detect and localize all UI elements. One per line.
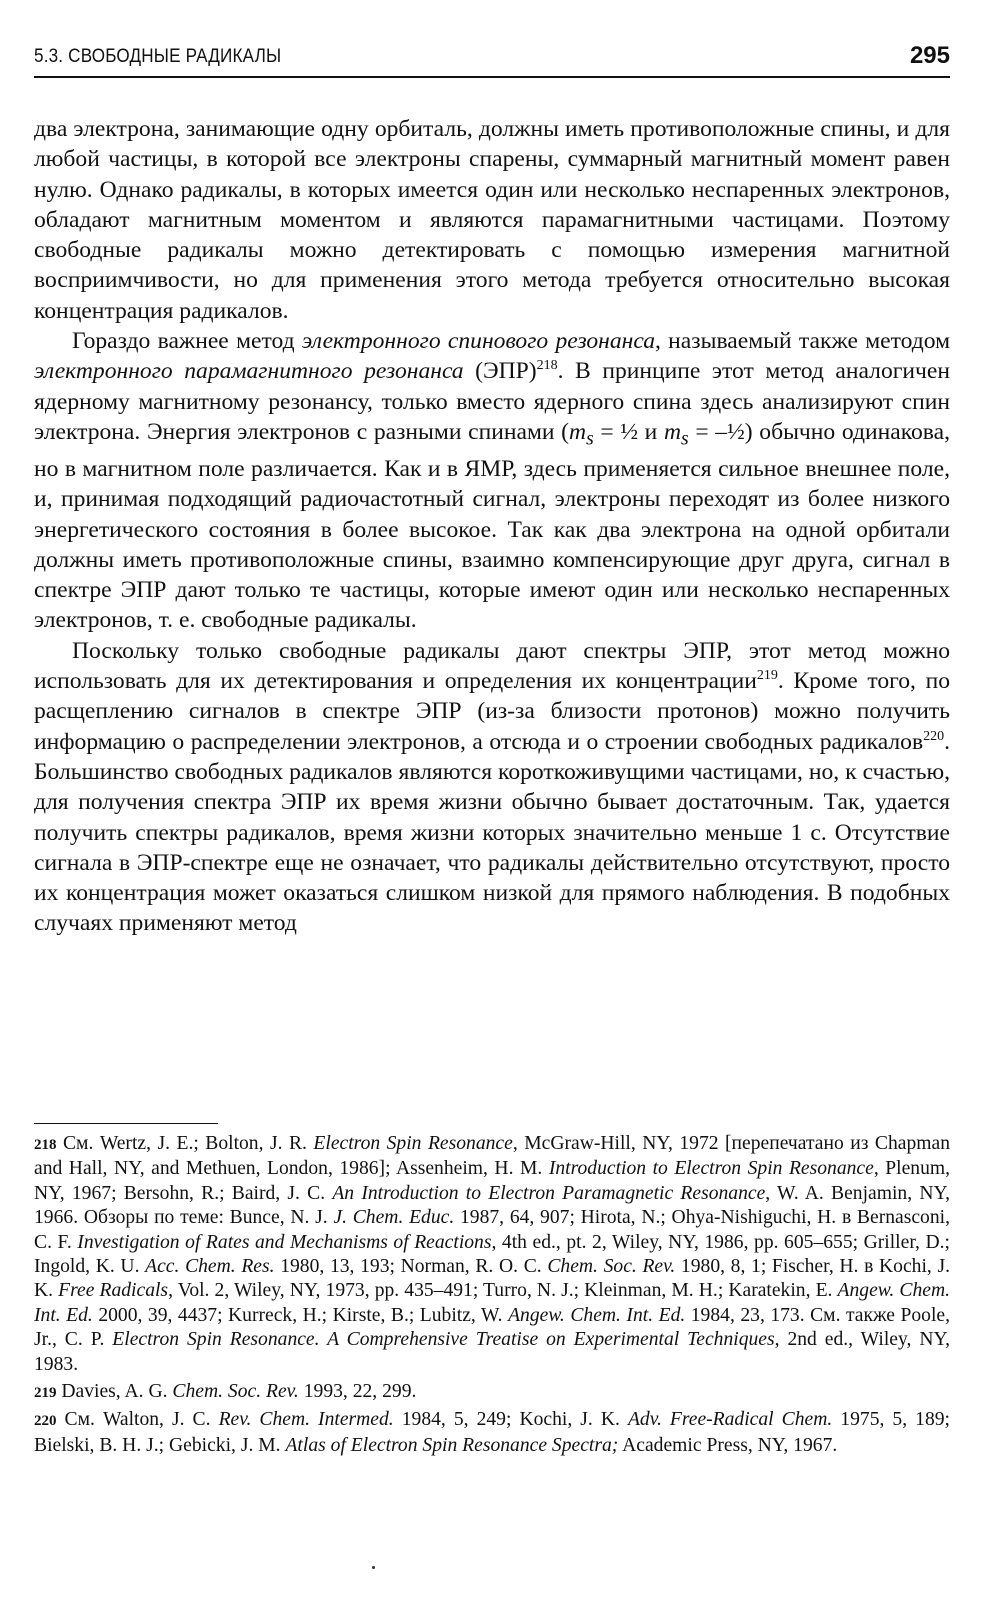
footnote-separator — [34, 1123, 218, 1124]
text-run: = –½) обычно одинакова, но в магнитном поле различается. Как и в ЯМР, здесь применяется сильное внешнее поле, и, принимая подходящий радиочастотный сигнал, электроны переходят из более низкого энергетического состояния в более высокое. Так как два электрона на одной орбитали должны иметь противоположные спины, взаимно компенсирующие друг друга, сигнал в спектре ЭПР дают только те частицы, которые имеют один или несколько неспаренных электронов, т. е. свободные радикалы. — [34, 418, 950, 634]
text-run: , Vol. 2, Wiley, NY, 1973, pp. 435–491; Turro, N. J.; Kleinman, M. H.; Karatekin, E. — [168, 1280, 838, 1302]
text-run: , Plenum, NY, 1967; Bersohn, R.; Baird, J. C. — [34, 1158, 951, 1204]
journal-name: Adv. Free-Radical Chem. — [627, 1409, 833, 1431]
citation-title: Electron Spin Resonance — [313, 1133, 513, 1154]
text-run: Гораздо важнее метод — [72, 328, 302, 355]
journal-name: Acc. Chem. Res. — [145, 1256, 275, 1278]
citation-title: Atlas of Electron Spin Resonance Spectra; — [285, 1434, 619, 1456]
scan-speck — [372, 1566, 375, 1569]
emphasis: электронного парамагнитного резонанса — [34, 358, 464, 385]
text-run: . Большинство свободных радикалов являются короткоживущими частицами, но, к счастью, для получения спектра ЭПР их время жизни обычно бывает достаточным. Так, удается получить спектры радикалов, время жизни которых значительно меньше 1 с. Отсутствие сигнала в ЭПР-спектре еще не означает, что радикалы действительно отсутствуют, просто их концентрация может оказаться слишком низкой для прямого наблюдения. В подобных случаях применяют метод — [34, 728, 950, 937]
footnote-220 — [34, 1408, 950, 1458]
journal-name: Chem. Soc. Rev. — [172, 1381, 299, 1403]
citation-title: Investigation of Rates and Mechanisms of Reactions — [77, 1231, 492, 1253]
text-run: 2000, 39, 4437; Kurreck, H.; Kirste, B.; Lubitz, W. — [92, 1304, 509, 1326]
footnote-218 — [34, 1132, 950, 1377]
footnote-219 — [34, 1380, 950, 1405]
citation-title: An Introduction to Electron Paramagnetic Resonance — [332, 1182, 766, 1204]
footnote-ref[interactable]: 220 — [923, 728, 945, 744]
citation-title: Electron Spin Resonance. A Comprehensive Treatise on Experimental Techniques — [112, 1329, 775, 1351]
text-run: , W. A. Benjamin, NY, 1966. Обзоры по теме: Bunce, N. J. — [34, 1182, 950, 1229]
paragraph — [34, 326, 950, 636]
text-run: 1984, 5, 249; Kochi, J. K. — [393, 1409, 628, 1431]
text-run: См. Wertz, J. E.; Bolton, J. R. — [56, 1133, 314, 1154]
text-run: 1984, 23, 173. См. также Poole, Jr., C. P. — [34, 1304, 950, 1351]
text-run: 1993, 22, 299. — [298, 1381, 417, 1403]
page-number: 295 — [909, 42, 950, 69]
section-title: 5.3. СВОБОДНЫЕ РАДИКАЛЫ — [34, 46, 282, 67]
text-run: , McGraw-Hill, NY, 1972 [перепечатано из Chapman and Hall, NY, and Methuen, London, 1986]; Assenheim, H. M. — [34, 1133, 951, 1180]
text-run: См. Walton, J. C. — [56, 1409, 219, 1431]
footnote-ref[interactable]: 219 — [756, 668, 778, 684]
math-var: m — [569, 418, 587, 445]
footnote-number: 220 — [34, 1413, 57, 1430]
text-run: 1975, 5, 189; Bielski, B. H. J.; Gebicki, J. M. — [34, 1409, 950, 1456]
citation-title: Introduction to Electron Spin Resonance — [548, 1158, 874, 1180]
citation-title: Free Radicals — [58, 1280, 169, 1302]
text-run: 1980, 13, 193; Norman, R. O. C. — [274, 1256, 548, 1278]
math-var: m — [663, 418, 682, 445]
text-run: два электрона, занимающие одну орбиталь, должны иметь противоположные спины, и для любой частицы, в которой все электроны спарены, суммарный магнитный момент равен нулю. Однако радикалы, в которых имеется один или несколько неспаренных электронов, обладают магнитным моментом и являются парамагнитными частицами. Поэтому свободные радикалы можно детектировать с помощью измерения магнитной восприимчивости, но для применения этого метода требуется относительно высокая концентрация радикалов. — [34, 116, 950, 324]
text-run: 1987, 64, 907; Hirota, N.; Ohya-Nishiguchi, H. в Bernasconi, C. F. — [34, 1207, 950, 1253]
journal-name: Rev. Chem. Intermed. — [218, 1409, 394, 1431]
text-run: (ЭПР) — [463, 358, 537, 385]
paragraph — [34, 636, 950, 939]
journal-name: J. Chem. Educ. — [333, 1207, 455, 1229]
journal-name: Angew. Chem. Int. Ed. — [34, 1280, 950, 1326]
journal-name: Chem. Soc. Rev. — [547, 1256, 676, 1278]
text-run: , 2nd ed., Wiley, NY, 1983. — [34, 1329, 950, 1375]
main-text — [34, 114, 950, 939]
math-subscript: s — [681, 427, 689, 450]
text-run: Academic Press, NY, 1967. — [618, 1434, 838, 1456]
footnotes — [34, 1132, 950, 1461]
footnote-number: 219 — [34, 1385, 57, 1402]
text-run: . Кроме того, по расщеплению сигналов в спектре ЭПР (из-за близости протонов) можно получить информацию о распределении электронов, а отсюда и о строении свободных радикалов — [34, 668, 950, 755]
text-run: 1980, 8, 1; Fischer, H. в Kochi, J. K. — [34, 1256, 950, 1302]
footnote-number: 218 — [34, 1137, 57, 1153]
footnote-ref[interactable]: 218 — [536, 358, 558, 374]
text-run: Davies, A. G. — [56, 1381, 173, 1403]
text-run: Поскольку только свободные радикалы дают спектры ЭПР, этот метод можно использовать для их детектирования и определения их концентрации — [34, 637, 950, 695]
math-subscript: s — [586, 427, 594, 450]
emphasis: электронного спинового резонанса — [301, 328, 655, 355]
running-header — [34, 42, 950, 78]
text-run: . В принципе этот метод аналогичен ядерному магнитному резонансу, только вместо ядерного спина здесь анализируют спин электрона. Энергия электронов с разными спинами ( — [34, 358, 951, 445]
text-run: , называемый также методом — [655, 328, 951, 355]
journal-name: Angew. Chem. Int. Ed. — [508, 1304, 686, 1326]
text-run: = ½ и — [593, 418, 664, 445]
text-run: , 4th ed., pt. 2, Wiley, NY, 1986, pp. 605–655; Griller, D.; Ingold, K. U. — [34, 1231, 950, 1278]
paragraph — [34, 114, 950, 326]
